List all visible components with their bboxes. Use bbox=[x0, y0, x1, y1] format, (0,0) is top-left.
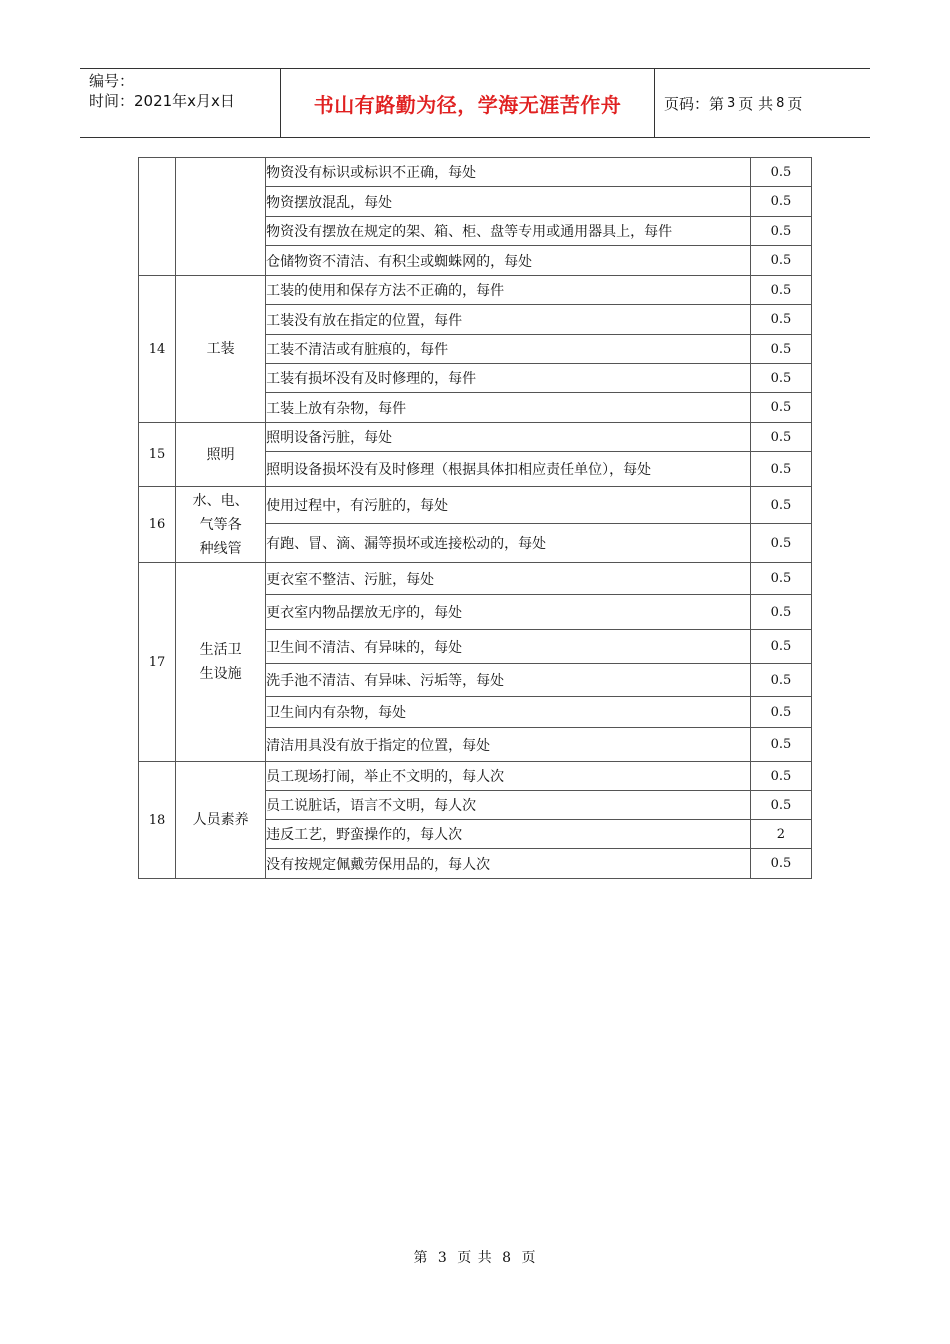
item-name-line: 水、电、 bbox=[192, 492, 249, 509]
page-total: 8 bbox=[776, 95, 785, 111]
deduction-score: 0.5 bbox=[750, 697, 811, 728]
deduction-description: 工装的使用和保存方法不正确的，每件 bbox=[266, 276, 751, 305]
deduction-description: 工装上放有杂物，每件 bbox=[266, 393, 751, 423]
deduction-description: 员工说脏话，语言不文明，每人次 bbox=[266, 791, 751, 820]
page-prefix: 页码：第 bbox=[664, 94, 725, 113]
deduction-score: 0.5 bbox=[750, 630, 811, 664]
table-row bbox=[139, 423, 812, 452]
deduction-score: 0.5 bbox=[750, 728, 811, 762]
deduction-score: 0.5 bbox=[750, 563, 811, 595]
deduction-description: 卫生间内有杂物，每处 bbox=[266, 697, 751, 728]
item-name bbox=[176, 423, 266, 487]
deduction-description: 没有按规定佩戴劳保用品的，每人次 bbox=[266, 849, 751, 879]
deduction-score: 0.5 bbox=[750, 276, 811, 305]
footer-current: 3 bbox=[437, 1250, 448, 1266]
deduction-score: 0.5 bbox=[750, 452, 811, 487]
item-name bbox=[176, 158, 266, 276]
deduction-score: 0.5 bbox=[750, 335, 811, 364]
deduction-description: 工装没有放在指定的位置，每件 bbox=[266, 305, 751, 335]
deduction-description: 违反工艺，野蛮操作的，每人次 bbox=[266, 820, 751, 849]
header-meta bbox=[80, 69, 281, 137]
deduction-score: 0.5 bbox=[750, 158, 811, 187]
item-name-line: 照明 bbox=[206, 446, 235, 463]
deduction-score: 0.5 bbox=[750, 524, 811, 563]
item-name bbox=[176, 563, 266, 762]
page-footer bbox=[0, 1247, 950, 1267]
deduction-score: 0.5 bbox=[750, 487, 811, 524]
item-number: 16 bbox=[139, 487, 176, 563]
serial-label: 编号： bbox=[89, 72, 135, 90]
deduction-description: 照明设备污脏，每处 bbox=[266, 423, 751, 452]
deduction-score: 0.5 bbox=[750, 791, 811, 820]
deduction-score: 0.5 bbox=[750, 423, 811, 452]
item-number bbox=[139, 158, 176, 276]
page-header bbox=[80, 68, 870, 138]
table-row bbox=[139, 563, 812, 595]
deduction-description: 工装有损坏没有及时修理的，每件 bbox=[266, 364, 751, 393]
footer-mid: 页 共 bbox=[457, 1250, 493, 1266]
item-number: 18 bbox=[139, 762, 176, 879]
deduction-description: 使用过程中，有污脏的，每处 bbox=[266, 487, 751, 524]
deduction-description: 物资没有摆放在规定的架、箱、柜、盘等专用或通用器具上，每件 bbox=[266, 217, 751, 246]
deduction-description: 仓储物资不清洁、有积尘或蜘蛛网的，每处 bbox=[266, 246, 751, 276]
item-name-line: 生活卫 bbox=[199, 642, 242, 658]
time-label: 时间：2021年x月x日 bbox=[89, 92, 235, 110]
deduction-score: 0.5 bbox=[750, 393, 811, 423]
item-number: 15 bbox=[139, 423, 176, 487]
page-suffix: 页 bbox=[787, 94, 803, 113]
item-number: 17 bbox=[139, 563, 176, 762]
deduction-score: 0.5 bbox=[750, 762, 811, 791]
item-name-line: 生设施 bbox=[199, 666, 242, 682]
header-motto: 书山有路勤为径，学海无涯苦作舟 bbox=[281, 69, 655, 137]
deduction-description: 洗手池不清洁、有异味、污垢等，每处 bbox=[266, 664, 751, 697]
footer-suffix: 页 bbox=[521, 1250, 537, 1266]
deduction-description: 员工现场打闹，举止不文明的，每人次 bbox=[266, 762, 751, 791]
inspection-table bbox=[138, 157, 812, 879]
deduction-score: 0.5 bbox=[750, 217, 811, 246]
item-name-line: 气等各 bbox=[199, 516, 242, 533]
item-name-line: 种线管 bbox=[199, 540, 242, 557]
item-name bbox=[176, 487, 266, 563]
item-name bbox=[176, 762, 266, 879]
page-current: 3 bbox=[727, 95, 736, 111]
deduction-description: 更衣室内物品摆放无序的，每处 bbox=[266, 595, 751, 630]
deduction-score: 0.5 bbox=[750, 849, 811, 879]
deduction-score: 0.5 bbox=[750, 595, 811, 630]
footer-total: 8 bbox=[502, 1250, 513, 1266]
footer-prefix: 第 bbox=[413, 1250, 429, 1266]
deduction-score: 0.5 bbox=[750, 364, 811, 393]
deduction-score: 0.5 bbox=[750, 187, 811, 217]
deduction-description: 物资摆放混乱，每处 bbox=[266, 187, 751, 217]
deduction-score: 0.5 bbox=[750, 305, 811, 335]
deduction-score: 2 bbox=[750, 820, 811, 849]
deduction-description: 照明设备损坏没有及时修理（根据具体扣相应责任单位），每处 bbox=[266, 452, 751, 487]
table-row bbox=[139, 762, 812, 791]
item-number: 14 bbox=[139, 276, 176, 423]
deduction-description: 清洁用具没有放于指定的位置，每处 bbox=[266, 728, 751, 762]
table-body bbox=[139, 158, 812, 879]
table-row bbox=[139, 158, 812, 187]
item-name-line: 工装 bbox=[206, 341, 235, 357]
deduction-description: 工装不清洁或有脏痕的，每件 bbox=[266, 335, 751, 364]
table-row bbox=[139, 276, 812, 305]
item-name bbox=[176, 276, 266, 423]
deduction-score: 0.5 bbox=[750, 246, 811, 276]
deduction-description: 有跑、冒、滴、漏等损坏或连接松动的，每处 bbox=[266, 524, 751, 563]
deduction-description: 卫生间不清洁、有异味的，每处 bbox=[266, 630, 751, 664]
header-page-number bbox=[655, 69, 870, 137]
item-name-line: 人员素养 bbox=[192, 812, 249, 828]
page-mid: 页 共 bbox=[738, 94, 774, 113]
deduction-description: 物资没有标识或标识不正确，每处 bbox=[266, 158, 751, 187]
deduction-description: 更衣室不整洁、污脏，每处 bbox=[266, 563, 751, 595]
deduction-score: 0.5 bbox=[750, 664, 811, 697]
table-row bbox=[139, 487, 812, 524]
